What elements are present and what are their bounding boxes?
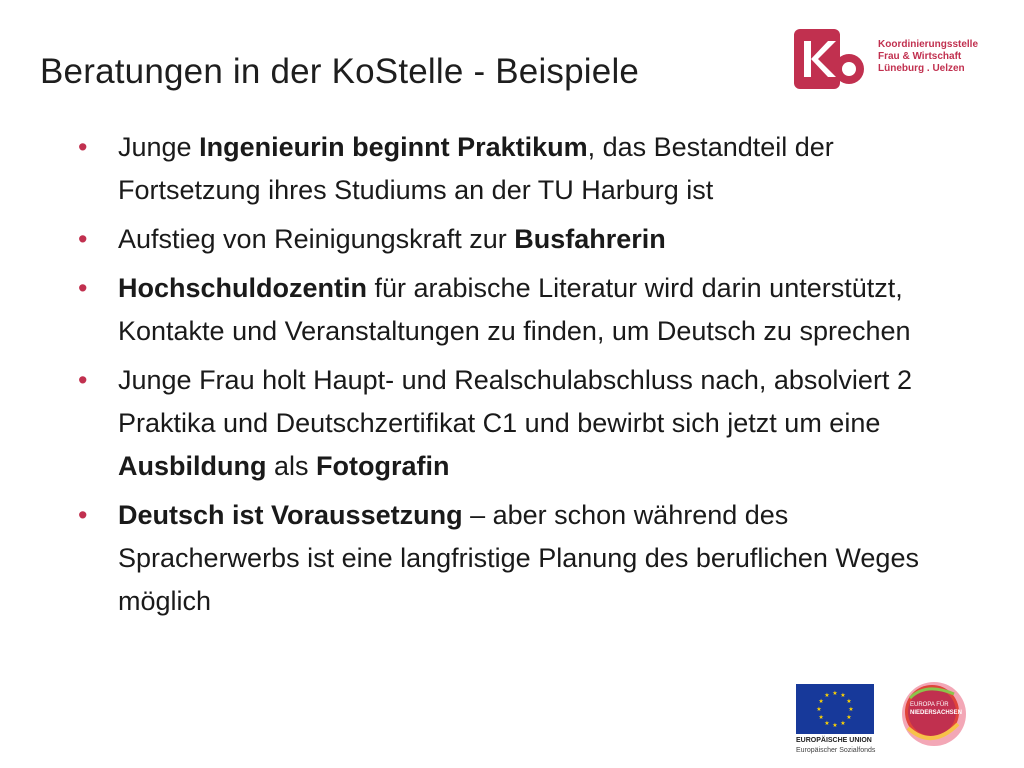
eu-star-icon: ★ [846,714,852,721]
eu-flag-icon [796,684,874,734]
eu-caption-subtitle: Europäischer Sozialfonds [796,747,876,754]
eu-star-icon: ★ [816,706,822,713]
eu-esf-logo [796,684,876,758]
bullet-dot-icon: • [78,500,88,530]
eu-star-icon: ★ [840,692,846,700]
bullet-dot-icon: • [78,273,88,303]
bullet-dot-icon: • [78,365,88,395]
bullet-text: Junge [118,132,200,162]
europa-niedersachsen-logo [896,678,972,750]
bullet-dot-icon: • [78,224,88,254]
logo-line-2: Frau & Wirtschaft [878,51,962,62]
bullet-text-bold: Ingenieurin beginnt Praktikum [199,132,588,162]
bullet-item [78,267,968,353]
kostelle-logo [794,29,994,91]
bullet-text: , das Bestandteil der Fortsetzung ihres Studiums an der TU Harburg ist [118,132,834,205]
logo-line-3: Lüneburg . Uelzen [878,63,965,74]
eu-star-icon: ★ [818,714,824,721]
bullet-item [78,494,968,623]
bullet-text-bold: Deutsch ist Voraussetzung [118,500,463,530]
kostelle-logo-mark [794,29,868,89]
eu-star-icon: ★ [818,698,824,705]
bullet-list [78,126,968,629]
eu-star-icon: ★ [832,722,838,729]
eu-caption-title: EUROPÄISCHE UNION [796,737,872,744]
nds-text-line-2: NIEDERSACHSEN [910,710,963,716]
bullet-dot-icon: • [78,132,88,162]
eu-star-icon: ★ [846,698,852,705]
bullet-text-bold: Hochschuldozentin [118,273,367,303]
eu-star-icon: ★ [848,706,854,713]
bullet-text: Aufstieg von Reinigungskraft zur [118,224,515,254]
slide-title: Beratungen in der KoStelle - Beispiele [40,52,640,91]
bullet-text-bold: Busfahrerin [514,224,666,254]
bullet-text: – aber schon während des Spracherwerbs ist eine langfristige Planung des beruflichen Weges möglich [118,500,919,616]
eu-star-icon: ★ [840,719,846,727]
nds-text-line-1: EUROPA FÜR [910,702,949,708]
bullet-text: als [266,451,317,481]
bullet-text-bold: Fotografin [316,451,450,481]
kostelle-logo-text [878,39,978,75]
bullet-item [78,126,968,212]
bullet-text: für arabische Literatur wird darin unterstützt, Kontakte und Veranstaltungen zu finden, um Deutsch zu sprechen [118,273,911,346]
bullet-item [78,218,968,261]
bullet-text-bold: Ausbildung [118,451,267,481]
eu-star-icon: ★ [824,719,830,727]
logo-line-1: Koordinierungsstelle [878,39,979,50]
bullet-text: Junge Frau holt Haupt- und Realschulabschluss nach, absolviert 2 Praktika und Deutschzertifikat C1 und bewirbt sich jetzt um eine [118,365,912,438]
eu-star-icon: ★ [832,690,838,697]
eu-star-icon: ★ [824,692,830,700]
bullet-item [78,359,968,488]
